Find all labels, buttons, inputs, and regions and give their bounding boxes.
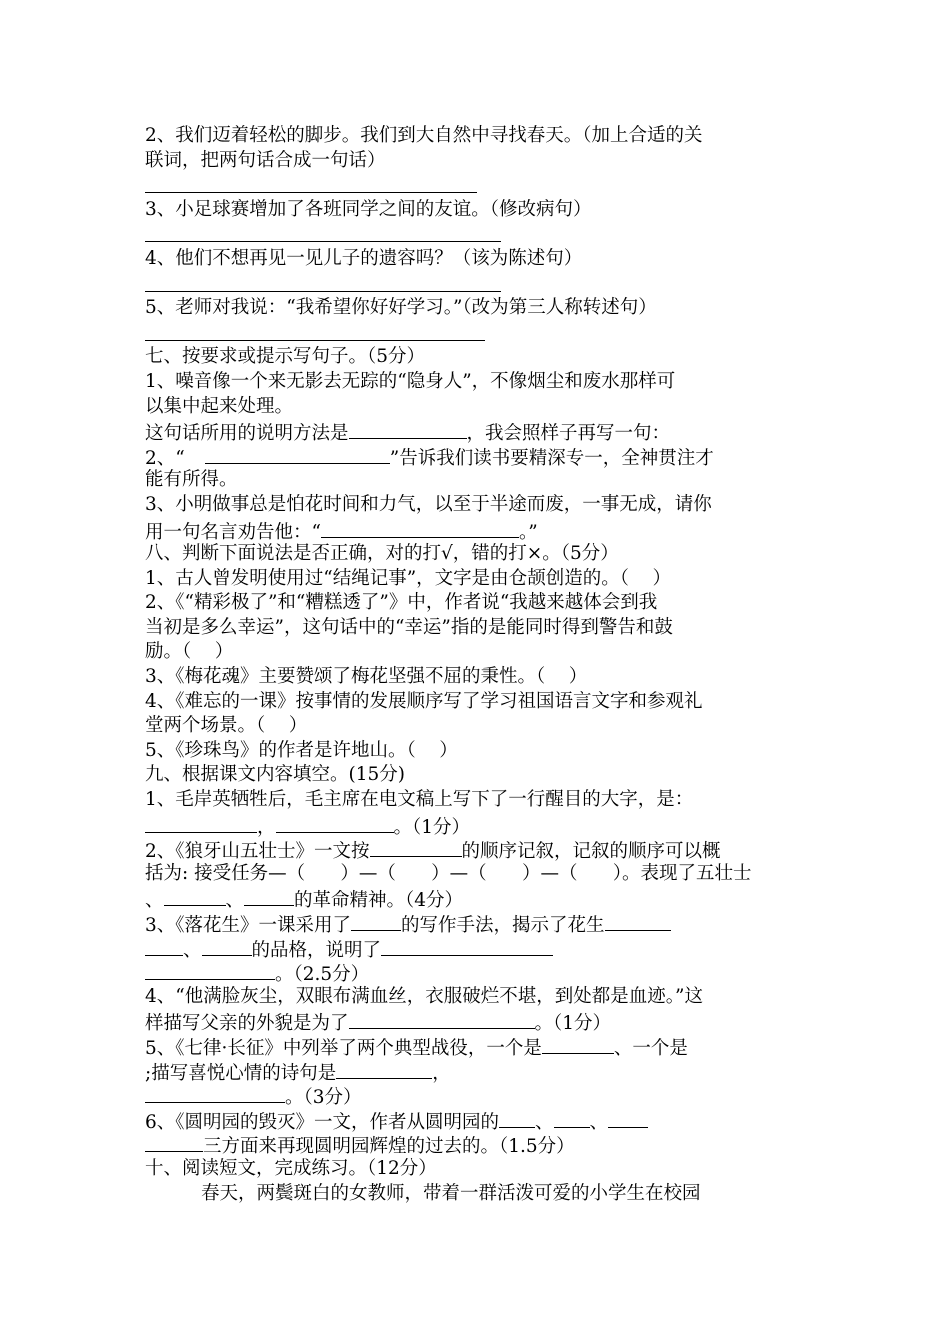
blank[interactable]: [370, 837, 462, 857]
blank[interactable]: [499, 1108, 535, 1128]
question-text: 3、小明做事总是怕花时间和力气，以至于半途而废，一事无成，请你: [145, 493, 712, 515]
answer-line[interactable]: [145, 222, 815, 247]
question-text: 4、“他满脸灰尘，双眼布满血丝，衣服破烂不堪，到处都是血迹。”这: [145, 985, 703, 1007]
blank[interactable]: [349, 419, 467, 439]
question-text: 3、《落花生》一课采用了 的写作手法，揭示了花生: [145, 911, 815, 936]
section-heading: 九、根据课文内容填空。(15分): [145, 764, 405, 786]
blank[interactable]: [608, 1108, 648, 1128]
section-heading: 十、阅读短文，完成练习。（12分）: [145, 1157, 437, 1179]
question-text: 励。（ ）: [145, 641, 234, 663]
question-text: 5、《七律·长征》中列举了两个典型战役，一个是 、一个是: [145, 1034, 815, 1059]
question-text: 1、噪音像一个来无影去无踪的“隐身人”，不像烟尘和废水那样可: [145, 370, 676, 392]
section-heading: 八、判断下面说法是否正确，对的打√，错的打×。（5分）: [145, 543, 619, 565]
question-text: 、 的品格，说明了: [145, 936, 815, 961]
question-text: 堂两个场景。（ ）: [145, 715, 308, 737]
question-text: 2、《“精彩极了”和“糟糕透了”》中，作者说“我越来越体会到我: [145, 592, 658, 614]
blank[interactable]: [554, 1108, 590, 1128]
question-text: ;描写喜悦心情的诗句是 ，: [145, 1059, 815, 1084]
question-text: 三方面来再现圆明园辉煌的过去的。（1.5分）: [145, 1132, 815, 1157]
blank[interactable]: [202, 936, 252, 956]
question-text: 。（3分）: [145, 1083, 815, 1108]
question-text: 3、《梅花魂》主要赞颂了梅花坚强不屈的秉性。（ ）: [145, 666, 588, 688]
blank[interactable]: [164, 886, 226, 906]
question-text: 括为: 接受任务—（ ）—（ ）—（ ）—（ ）。表现了五壮士: [145, 862, 752, 884]
blank[interactable]: [321, 518, 519, 538]
blank[interactable]: [276, 813, 394, 833]
question-text: 6、《圆明园的毁灭》一文，作者从圆明园的 、 、: [145, 1108, 815, 1133]
question-text: 这句话所用的说明方法是 ，我会照样子再写一句：: [145, 419, 815, 444]
blank[interactable]: [336, 1059, 432, 1079]
question-text: 当初是多么幸运”，这句话中的“幸运”指的是能同时得到警告和鼓: [145, 616, 673, 638]
question-text: 5、老师对我说：“我希望你好好学习。”（改为第三人称转述句）: [145, 297, 657, 319]
question-text: 2、《狼牙山五壮士》一文按 的顺序记叙，记叙的顺序可以概: [145, 837, 815, 862]
blank[interactable]: [145, 960, 275, 980]
blank[interactable]: [605, 911, 671, 931]
question-text: 1、古人曾发明使用过“结绳记事”，文字是由仓颉创造的。（ ）: [145, 567, 671, 589]
blank[interactable]: [381, 936, 553, 956]
blank[interactable]: [145, 1083, 285, 1103]
blank[interactable]: [205, 444, 390, 464]
blank[interactable]: [351, 911, 401, 931]
question-text: 5、《珍珠鸟》的作者是许地山。（ ）: [145, 739, 458, 761]
section-heading: 七、按要求或提示写句子。（5分）: [145, 346, 426, 368]
passage-text: 春天，两鬓斑白的女教师，带着一群活泼可爱的小学生在校园: [201, 1182, 701, 1204]
question-text: 2、我们迈着轻松的脚步。我们到大自然中寻找春天。（加上合适的关: [145, 125, 703, 146]
question-text: 。（2.5分）: [145, 960, 815, 985]
blank[interactable]: [145, 1132, 203, 1152]
question-text: 以集中起来处理。: [145, 395, 294, 417]
question-text: ， 。（1分）: [145, 813, 815, 838]
blank[interactable]: [145, 936, 183, 956]
blank[interactable]: [244, 886, 294, 906]
question-text: 4、他们不想再见一见儿子的遗容吗？（该为陈述句）: [145, 247, 583, 269]
question-text: 4、《难忘的一课》按事情的发展顺序写了学习祖国语言文字和参观礼: [145, 690, 703, 712]
answer-line[interactable]: [145, 321, 815, 346]
question-text: 联词，把两句话合成一句话）: [145, 149, 386, 171]
question-text: 2、“ ”告诉我们读书要精深专一，全神贯注才: [145, 444, 815, 469]
blank[interactable]: [542, 1034, 614, 1054]
question-text: 1、毛岸英牺牲后，毛主席在电文稿上写下了一行醒目的大字，是：: [145, 789, 694, 811]
question-text: 能有所得。: [145, 469, 238, 491]
question-text: 样描写父亲的外貌是为了 。（1分）: [145, 1009, 815, 1034]
blank[interactable]: [145, 813, 257, 833]
question-text: 、 、 的革命精神。（4分）: [145, 886, 815, 911]
blank[interactable]: [349, 1009, 535, 1029]
question-text: 3、小足球赛增加了各班同学之间的友谊。（修改病句）: [145, 198, 592, 220]
question-text: 用一句名言劝告他：“ 。”: [145, 518, 815, 543]
answer-line[interactable]: [145, 173, 815, 198]
exam-page: [145, 124, 815, 1206]
answer-line[interactable]: [145, 272, 815, 297]
